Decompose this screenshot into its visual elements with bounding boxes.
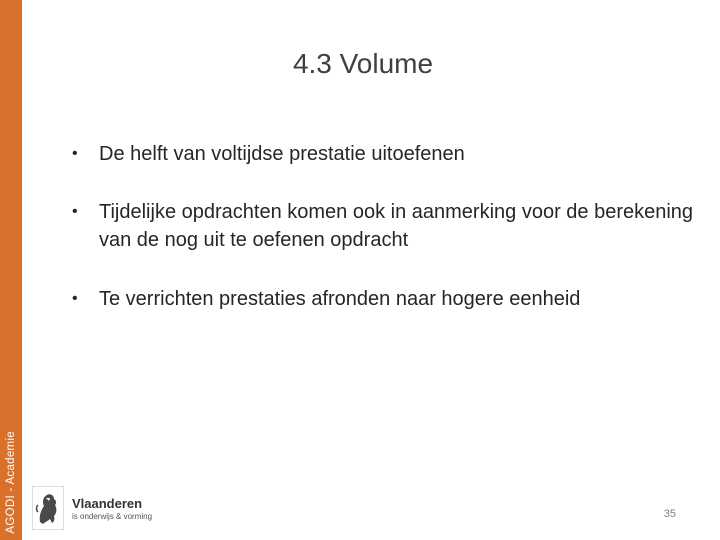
- sidebar-label: [1, 394, 21, 534]
- bullet-icon: •: [72, 290, 78, 307]
- logo-name: Vlaanderen: [72, 496, 143, 511]
- vlaanderen-logo: [32, 486, 182, 530]
- sidebar-label-text: AGODI - Academie: [5, 431, 17, 534]
- bullet-item: [72, 285, 712, 313]
- bullet-icon: •: [72, 145, 78, 162]
- slide-title: 4.3 Volume: [292, 48, 434, 79]
- logo-tagline: is onderwijs & vorming: [72, 512, 153, 521]
- bullet-text: De helft van voltijdse prestatie uitoefenen: [99, 143, 465, 165]
- page-number: 35: [663, 508, 676, 520]
- bullet-icon: •: [72, 203, 78, 220]
- bullet-list: [72, 140, 712, 313]
- bullet-text: Tijdelijke opdrachten komen ook in aanmerking voor de berekening van de nog uit te oefenen opdracht: [99, 201, 694, 251]
- sidebar-band: [0, 0, 22, 540]
- bullet-item: [72, 198, 712, 254]
- bullet-item: [72, 140, 712, 168]
- flemish-lion-icon: [32, 486, 64, 530]
- bullet-text: Te verrichten prestaties afronden naar hogere eenheid: [99, 288, 581, 310]
